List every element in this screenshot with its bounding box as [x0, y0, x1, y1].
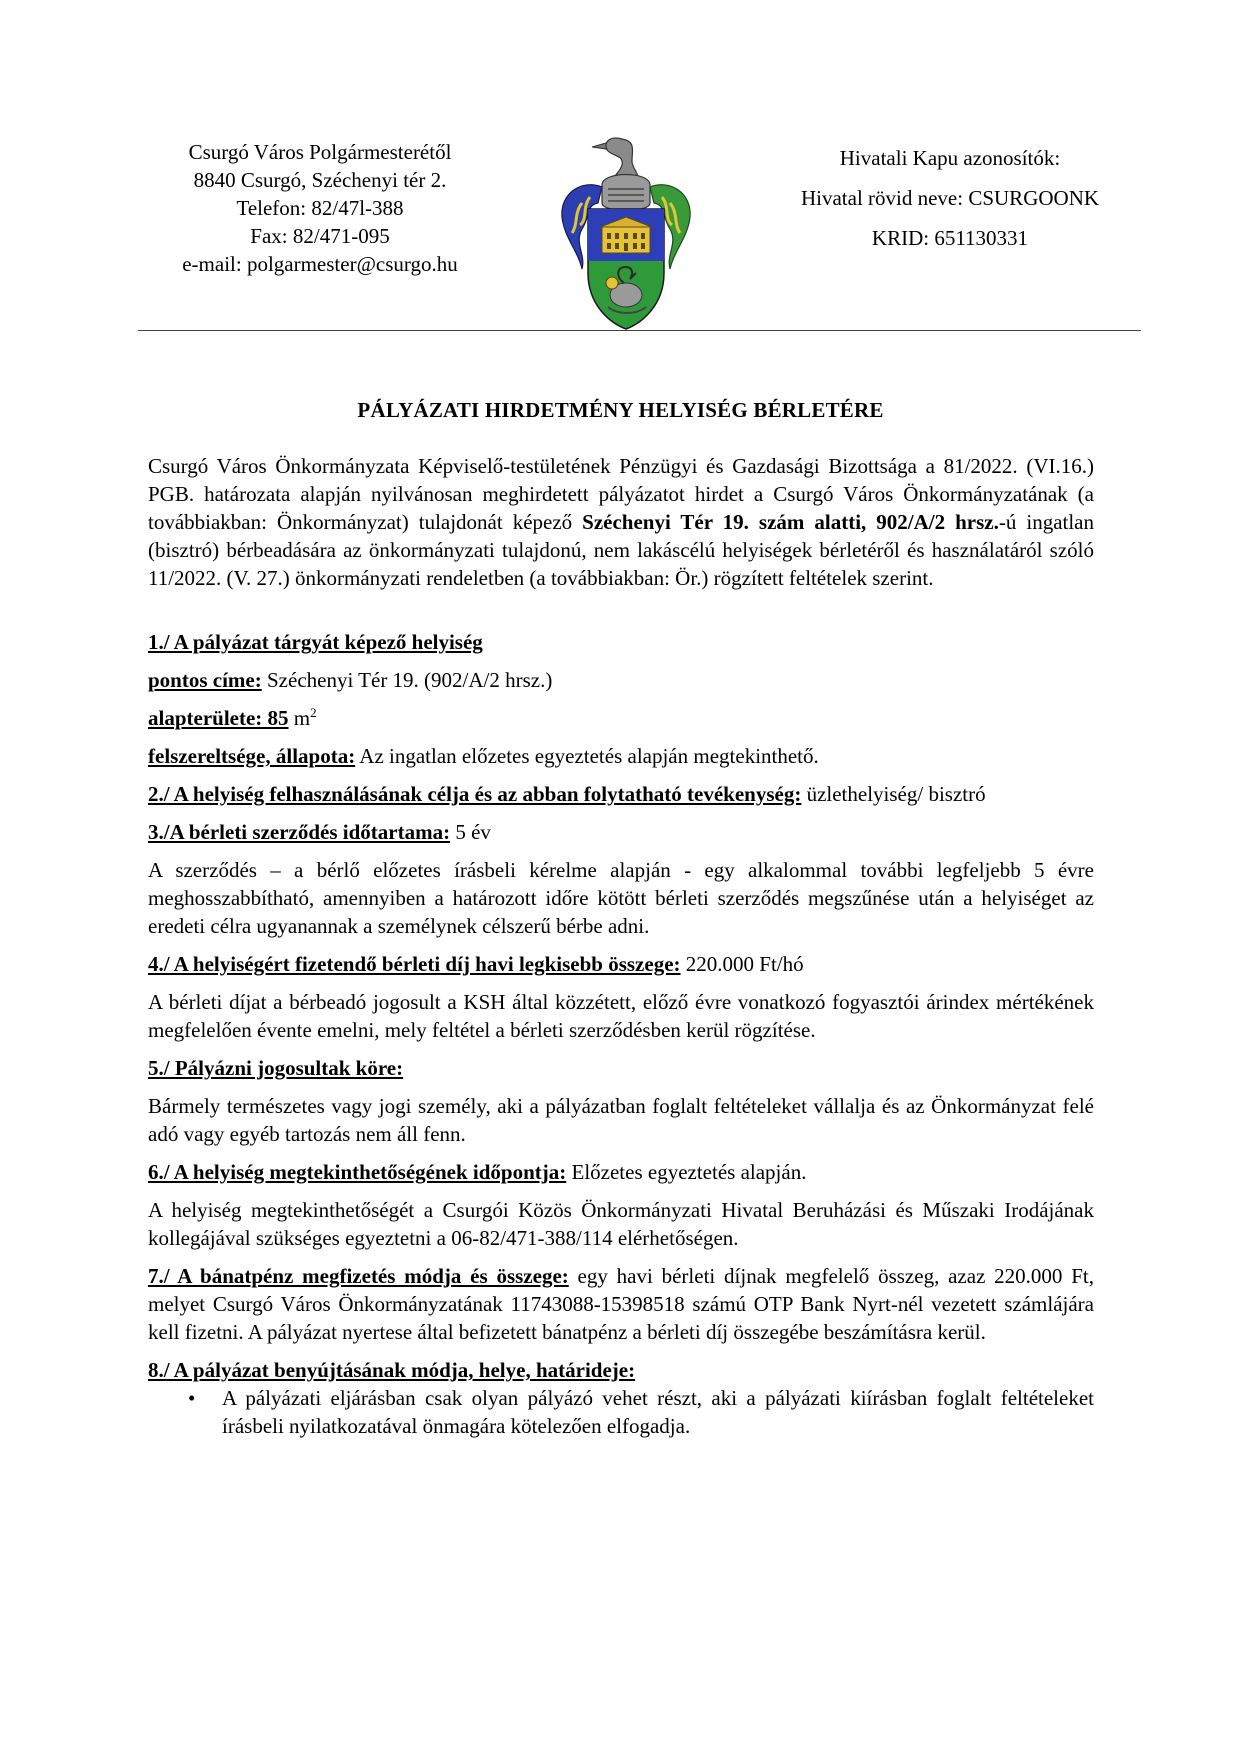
section-1-area: [148, 704, 1094, 732]
section-6: [148, 1158, 1094, 1186]
area-label: alapterülete: 85: [148, 706, 289, 730]
intro-property-bold: Széchenyi Tér 19. szám alatti, 902/A/2 hrsz.: [582, 510, 999, 534]
section-6-value: Előzetes egyeztetés alapján.: [566, 1160, 807, 1184]
bullet-icon: •: [188, 1386, 196, 1410]
document-body: [148, 452, 1094, 1440]
section-7: [148, 1262, 1094, 1346]
section-8-heading: 8./ A pályázat benyújtásának módja, helye, határideje:: [148, 1358, 636, 1382]
section-4-text: A bérleti díjat a bérbeadó jogosult a KSH által közzétett, előző évre vonatkozó fogyasztói árindex mértékének megfelelően évente emelni, mely feltétel a bérleti szerződésben kerül rögzítése.: [148, 990, 1094, 1042]
intro-paragraph: [148, 452, 1094, 592]
section-7-heading: 7./ A bánatpénz megfizetés módja és összege:: [148, 1264, 569, 1288]
intro-text-2: -ú ingatlan (bisztró) bérbeadására az önkormányzati tulajdonú, nem lakáscélú helyiségek bérletéről és használatáról szóló 11/2022. (V. 27.) önkormányzati rendeletben (a továbbiakban: Ör.) rögzített feltételek szerint.: [148, 510, 1095, 590]
sender-block: [140, 138, 500, 278]
header-divider: [138, 330, 1141, 331]
hivatali-kapu-block: [760, 138, 1140, 258]
section-3-heading: 3./A bérleti szerződés időtartama:: [148, 820, 451, 844]
address-value: Széchenyi Tér 19. (902/A/2 hrsz.): [261, 668, 553, 692]
sender-phone: Telefon: 82/47l-388: [236, 196, 404, 220]
section-4-heading: 4./ A helyiségért fizetendő bérleti díj havi legkisebb összege:: [148, 952, 681, 976]
equipment-label: felszereltsége, állapota:: [148, 744, 356, 768]
section-3-text: A szerződés – a bérlő előzetes írásbeli kérelme alapján - egy alkalommal további legfeljebb 5 évre meghosszabbítható, amennyiben a határozott időre kötött bérleti szerződés megszűnése után a helyiséget az eredeti célra ugyanannak a személynek célszerű bérbe adni.: [148, 858, 1094, 938]
intro-text-1: Csurgó Város Önkormányzata Képviselő-testületének Pénzügyi és Gazdasági Bizottsága a 81/2022. (VI.16.) PGB. határozata alapján nyilvánosan meghirdetett pályázatot hirdet a Csurgó Város Önkormányzatának (a továbbiakban: Önkormányzat) tulajdonát képező: [148, 454, 1094, 534]
section-5-text: Bármely természetes vagy jogi személy, aki a pályázatban foglalt feltételeket vállalja és az Önkormányzat felé adó vagy egyéb tartozás nem áll fenn.: [148, 1094, 1094, 1146]
section-1-equipment: [148, 742, 1094, 770]
section-2-value: üzlethelyiség/ bisztró: [801, 782, 986, 806]
section-6-heading: 6./ A helyiség megtekinthetőségének időpontja:: [148, 1160, 567, 1184]
section-1-heading: [148, 628, 1094, 656]
section-3: [148, 818, 1094, 846]
section-2-heading: 2./ A helyiség felhasználásának célja és az abban folytatható tevékenység:: [148, 782, 802, 806]
coat-of-arms-icon: [552, 133, 700, 333]
section-8: [148, 1356, 1094, 1384]
sender-name: Csurgó Város Polgármesterétől: [188, 140, 452, 164]
section-7-value: egy havi bérleti díjnak megfelelő összeg, azaz 220.000 Ft, melyet Csurgó Város Önkormányzatának 11743088-15398518 számú OTP Bank Nyrt-nél vezetett számlájára kell fizetni. A pályázat nyertese által befizetett bánatpénz a bérleti díj összegébe beszámításra kerül.: [148, 1264, 1094, 1344]
sender-fax: Fax: 82/471-095: [250, 224, 390, 248]
document-title: PÁLYÁZATI HIRDETMÉNY HELYISÉG BÉRLETÉRE: [357, 398, 884, 422]
area-unit-sup: 2: [310, 705, 317, 720]
section-5-heading: 5./ Pályázni jogosultak köre:: [148, 1056, 404, 1080]
section-3-value: 5 év: [450, 820, 491, 844]
section-6-text: A helyiség megtekinthetőségét a Csurgói Közös Önkormányzati Hivatal Beruházási és Műszaki Irodájának kollegájával szükséges egyeztetni a 06-82/471-388/114 elérhetőségen.: [148, 1198, 1094, 1250]
list-item-text: A pályázati eljárásban csak olyan pályázó vehet részt, aki a pályázati kiírásban foglalt feltételeket írásbeli nyilatkozatával önmagára kötelezően elfogadja.: [222, 1386, 1094, 1438]
section-4-value: 220.000 Ft/hó: [680, 952, 804, 976]
kapu-short-name: Hivatal rövid neve: CSURGOONK: [800, 186, 1100, 210]
section-1-heading-text: 1./ A pályázat tárgyát képező helyiség: [148, 630, 483, 654]
section-1-address: [148, 666, 1094, 694]
address-label: pontos címe:: [148, 668, 262, 692]
kapu-krid: KRID: 651130331: [871, 226, 1029, 250]
section-4: [148, 950, 1094, 978]
sender-email: e-mail: polgarmester@csurgo.hu: [182, 252, 458, 276]
section-5: [148, 1054, 1094, 1082]
sender-address: 8840 Csurgó, Széchenyi tér 2.: [193, 168, 447, 192]
area-unit: m: [288, 706, 311, 730]
equipment-value: Az ingatlan előzetes egyeztetés alapján megtekinthető.: [355, 744, 819, 768]
section-8-list: [148, 1384, 1094, 1440]
list-item: [148, 1384, 1094, 1440]
section-2: [148, 780, 1094, 808]
kapu-title: Hivatali Kapu azonosítók:: [839, 146, 1061, 170]
